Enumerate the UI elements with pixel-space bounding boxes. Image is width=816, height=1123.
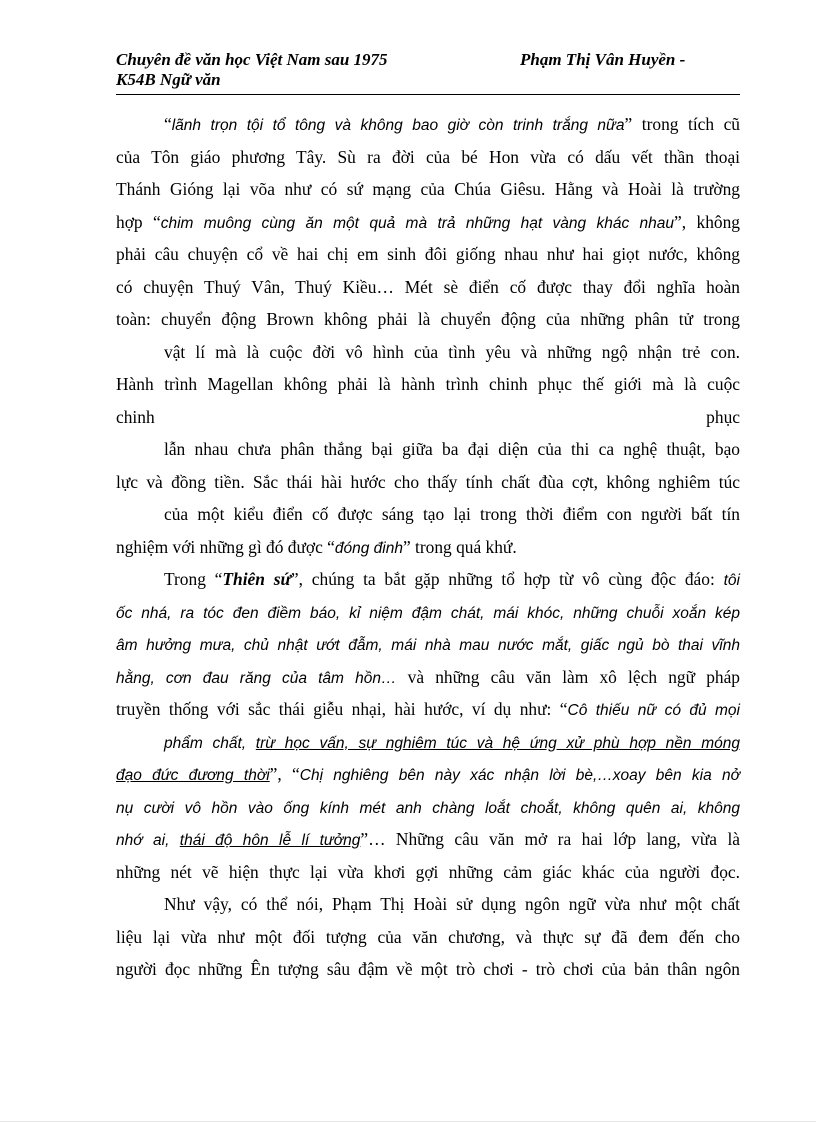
header-author: Phạm Thị Vân Huyền - [520,50,686,69]
text-segment: ”… Những câu văn mở ra hai lớp lang, vừa là [360,829,741,849]
text-line [116,238,740,271]
text-line [116,141,740,174]
body-text [116,108,740,986]
text-segment: Cô thiếu nữ có đủ mọi [567,702,740,719]
text-segment: của một kiểu điển cố được sáng tạo lại trong thời điểm con người bất tín [164,504,740,524]
text-segment: hằng, cơn đau răng của tâm hồn… [116,669,397,687]
text-line [116,921,740,954]
text-segment: liệu lại vừa như một đối tượng của văn chương, và thực sự đã đem đến cho [116,926,740,947]
text-line [116,758,740,791]
text-segment: thái độ hôn lễ lí tưởng [179,832,361,849]
text-segment: trừ học vấn, sự nghiêm túc và hệ ứng xử phù hợp nền móng [255,734,740,752]
text-line [116,531,740,564]
text-line [116,693,740,726]
text-line [116,791,740,824]
text-line [116,401,740,434]
text-segment: đạo đức đương thời [116,767,270,784]
text-segment: ốc nhá, ra tóc đen điềm báo, kỉ niệm đậm chát, mái khóc, những chuỗi xoắn kép [116,604,740,622]
text-segment: Như vậy, có thể nói, Phạm Thị Hoài sử dụng ngôn ngữ vừa như một chất [164,894,740,914]
text-segment: Hành trình Magellan không phải là hành trình chinh phục thế giới mà là cuộc [116,374,740,394]
text-segment: có chuyện Thuý Vân, Thuý Kiều… Mét sè điển cố được thay đổi nghĩa hoàn [116,276,740,297]
text-segment: lãnh trọn tội tổ tông và không bao giờ còn trinh trắng nữa [171,117,625,134]
text-segment: những nét vẽ hiện thực lại vừa khơi gợi những cảm giác khác của người đọc. [116,861,740,882]
text-line [116,108,740,141]
text-line [116,726,740,759]
text-segment: phẩm chất, [164,734,256,752]
header-class: K54B Ngữ văn [116,70,221,89]
text-line [116,953,740,986]
text-segment: Chị nghiêng bên này xác nhận lời bè,…xoay bên kia nở [299,767,740,784]
text-segment: Thánh Gióng lại võa như có sứ mạng của Chúa Giêsu. Hằng và Hoài là trường [116,179,740,199]
text-segment: ” trong quá khứ. [402,536,517,557]
text-line [116,271,740,304]
text-segment: nụ cười vô hồn vào ống kính mét anh chàng loắt choắt, không quên ai, không [116,799,740,817]
text-line [116,433,740,466]
text-segment: hợp “ [116,211,161,232]
text-segment: “ [164,114,172,134]
text-line [116,888,740,921]
text-segment: Trong “ [164,569,223,589]
text-line [116,563,740,596]
text-line [116,206,740,239]
text-line [116,368,740,401]
text-segment: ” trong tích cũ [624,114,741,134]
text-segment: chim muông cùng ăn một quả mà trả những hạt vàng khác nhau [160,214,675,232]
page-bottom-edge [0,1121,816,1122]
text-line [116,856,740,889]
text-segment: nghiệm với những gì đó được “ [116,536,335,557]
text-line [116,173,740,206]
text-line [116,498,740,531]
text-segment: truyền thống với sắc thái giễu nhại, hài hước, ví dụ như: “ [116,699,568,719]
text-line [116,596,740,629]
text-segment: chinh phục [116,406,740,427]
text-segment: nhớ ai, [116,832,180,849]
page-header [116,50,716,90]
text-segment: người đọc những Ên tượng sâu đậm về một trò chơi - trò chơi của bản thân ngôn [116,959,740,979]
text-segment: và những câu văn làm xô lệch ngữ pháp [396,666,740,687]
text-line [116,628,740,661]
text-segment: toàn: chuyển động Brown không phải là chuyển động của những phân tử trong [116,309,740,329]
text-segment: phải câu chuyện cổ về hai chị em sinh đôi giống nhau như hai giọt nước, không [116,244,740,264]
text-segment: của Tôn giáo phương Tây. Sù ra đời của bé Hon vừa có dấu vết thần thoại [116,146,740,167]
header-title: Chuyên đề văn học Việt Nam sau 1975 [116,50,388,69]
text-segment: vật lí mà là cuộc đời vô hình của tình yêu và những ngộ nhận trẻ con. [164,341,740,362]
text-segment: lẫn nhau chưa phân thắng bại giữa ba đại diện của thi ca nghệ thuật, bạo [164,439,740,459]
text-segment: ”, chúng ta bắt gặp những tổ hợp từ vô cùng độc đáo: [290,569,724,589]
text-line [116,336,740,369]
header-rule [116,94,740,95]
text-segment: ”, “ [269,764,300,784]
text-line [116,661,740,694]
text-line [116,823,740,856]
text-segment: đóng đinh [334,539,403,557]
text-line [116,303,740,336]
text-segment: ”, không [674,211,740,232]
text-segment: Thiên sứ [222,569,291,589]
text-line [116,466,740,499]
text-segment: tôi [723,572,740,589]
text-segment: lực và đồng tiền. Sắc thái hài hước cho thấy tính chất đùa cợt, không nghiêm túc [116,471,740,492]
text-segment: âm hưởng mưa, chủ nhật ướt đẫm, mái nhà mau nước mắt, giấc ngủ bò thai vĩnh [116,637,740,654]
